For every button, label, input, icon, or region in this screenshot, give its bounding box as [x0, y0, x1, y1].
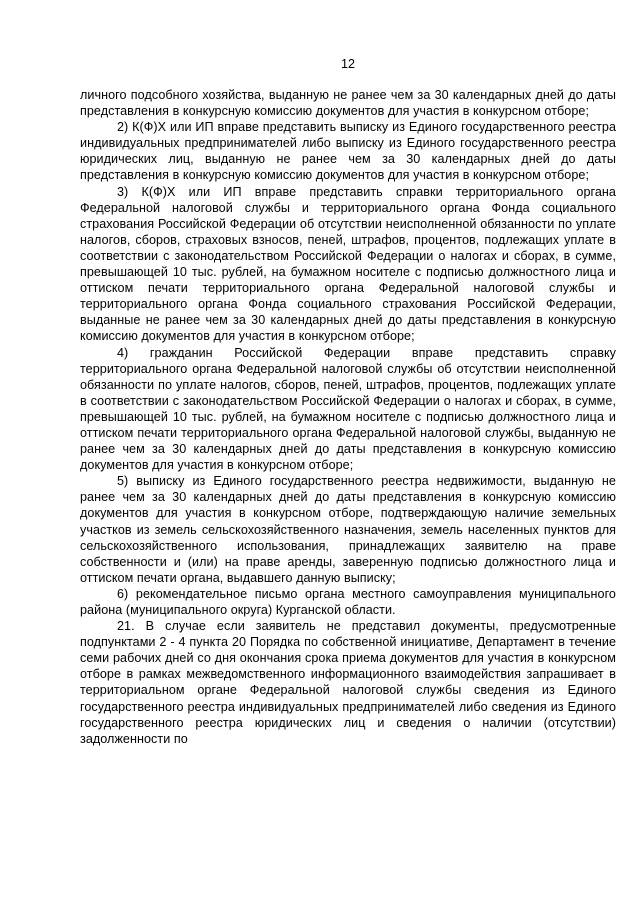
paragraph-continuation: личного подсобного хозяйства, выданную не ранее чем за 30 календарных дней до даты представления в конкурсную комиссию документов для участия в конкурсном отборе; — [80, 88, 616, 119]
paragraph-item-6: 6) рекомендательное письмо органа местного самоуправления муниципального района (муниципального округа) Курганской области. — [80, 586, 616, 617]
paragraph-item-3: 3) К(Ф)Х или ИП вправе представить справки территориального органа Федеральной налоговой службы и территориального органа Фонда социального страхования Российской Федерации об отсутствии неисполненной обязанности по уплате налогов, сборов, страховых взносов, пеней, штрафов, процентов, подлежащих уплате в соответствии с законодательством Российской Федерации о налогах и сборах, в сумме, превышающей 10 тыс. рублей, на бумажном носителе с подписью должностного лица и оттиском печати территориального органа Федеральной налоговой службы и территориального органа Фонда социального страхования Российской Федерации, выданные не ранее чем за 30 календарных дней до даты представления в конкурсную комиссию документов для участия в конкурсном отборе; — [80, 184, 616, 344]
document-page — [80, 56, 616, 747]
paragraph-item-5: 5) выписку из Единого государственного реестра недвижимости, выданную не ранее чем за 30 календарных дней до даты представления в конкурсную комиссию документов для участия в конкурсном отборе, подтверждающую наличие земельных участков из земель сельскохозяйственного назначения, земель населенных пунктов для сельскохозяйственного использования, принадлежащих заявителю на праве собственности и (или) на праве аренды, заверенную подписью должностного лица и оттиском печати органа, выдавшего данную выписку; — [80, 474, 616, 585]
paragraph-item-2: 2) К(Ф)Х или ИП вправе представить выписку из Единого государственного реестра индивидуальных предпринимателей либо выписку из Единого государственного реестра юридических лиц, выданную не ранее чем за 30 календарных дней до даты представления в конкурсную комиссию документов для участия в конкурсном отборе; — [80, 120, 616, 183]
page-number: 12 — [340, 57, 356, 71]
paragraph-clause-21: 21. В случае если заявитель не представил документы, предусмотренные подпунктами 2 - 4 пункта 20 Порядка по собственной инициативе, Департамент в течение семи рабочих дней со дня окончания срока приема документов для участия в конкурсном отборе в рамках межведомственного информационного взаимодействия запрашивает в территориальном органе Федеральной налоговой службы сведения из Единого государственного реестра индивидуальных предпринимателей либо сведения из Единого государственного реестра юридических лиц и сведения о наличии (отсутствии) задолженности по — [80, 619, 616, 746]
paragraph-item-4: 4) гражданин Российской Федерации вправе представить справку территориального органа Федеральной налоговой службы об отсутствии неисполненной обязанности по уплате налогов, сборов, пеней, штрафов, процентов, подлежащих уплате в соответствии с законодательством Российской Федерации о налогах и сборах, в сумме, превышающей 10 тыс. рублей, на бумажном носителе с подписью должностного лица и оттиском печати территориального органа Федеральной налоговой службы, выданную не ранее чем за 30 календарных дней до даты представления в конкурсную комиссию документов для участия в конкурсном отборе; — [80, 345, 616, 473]
